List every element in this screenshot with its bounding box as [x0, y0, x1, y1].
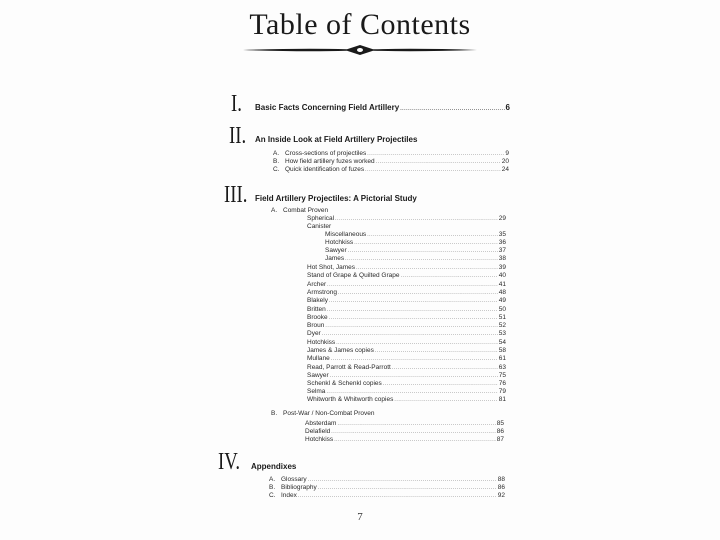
toc-entry: Sawyer ..... 75 — [307, 372, 506, 380]
section-numeral-3: III. — [224, 182, 248, 208]
leader-dots — [400, 106, 504, 114]
title-ornament — [243, 43, 477, 57]
group-label-combat-proven: A. Combat Proven — [271, 207, 329, 214]
toc-entry: C. Quick identification of fuzes ..... 24 — [273, 166, 509, 174]
toc-entry: Hotchkiss ..... 87 — [305, 436, 504, 444]
toc-entry: Hotchkiss ..... 36 — [325, 239, 506, 247]
toc-entry: A. Glossary ..... 88 — [269, 476, 505, 484]
toc-entry: C. Index ..... 92 — [269, 492, 505, 500]
toc-entry: Selma ..... 79 — [307, 388, 506, 396]
toc-entry: Dyer ..... 53 — [307, 330, 506, 338]
toc-entry: Armstrong ..... 48 — [307, 289, 506, 297]
toc-entry: Brooke ..... 51 — [307, 314, 506, 322]
toc-entry: Miscellaneous ..... 35 — [325, 231, 506, 239]
page-number: 7 — [357, 511, 363, 523]
toc-entry-page: 6 — [505, 103, 510, 112]
section-numeral-4: IV. — [218, 449, 241, 475]
toc-entry: James ..... 38 — [325, 255, 506, 263]
toc-entry: Blakely ..... 49 — [307, 297, 506, 305]
toc-entry: Mullane ..... 61 — [307, 355, 506, 363]
section-heading-4: Appendixes — [251, 462, 297, 471]
section-numeral-2: II. — [229, 123, 247, 149]
page-title: Table of Contents — [249, 8, 471, 41]
toc-entry: Absterdam ..... 85 — [305, 420, 504, 428]
toc-entry: Hotchkiss ..... 54 — [307, 339, 506, 347]
toc-entry: Archer ..... 41 — [307, 281, 506, 289]
toc-entry: Sawyer ..... 37 — [325, 247, 506, 255]
group-label-post-war: B. Post-War / Non-Combat Proven — [271, 410, 375, 417]
toc-entry: Britten ..... 50 — [307, 306, 506, 314]
toc-entry: B. Bibliography ..... 86 — [269, 484, 505, 492]
subgroup-label-canister: Canister — [307, 223, 332, 230]
toc-entry: A. Cross-sections of projectiles ..... 9 — [273, 150, 509, 158]
toc-entry: Whitworth & Whitworth copies ..... 81 — [307, 396, 506, 404]
toc-entry-section-1 — [255, 104, 510, 112]
toc-entry: Schenkl & Schenkl copies ..... 76 — [307, 380, 506, 388]
toc-entry: Hot Shot, James ..... 39 — [307, 264, 506, 272]
section-heading-2: An Inside Look at Field Artillery Projectiles — [255, 135, 418, 144]
toc-entry: Spherical ..... 29 — [307, 215, 506, 223]
toc-entry: B. How field artillery fuzes worked ..... 20 — [273, 158, 509, 166]
section-numeral-1: I. — [231, 91, 242, 117]
section-heading-3: Field Artillery Projectiles: A Pictorial Study — [255, 194, 417, 203]
toc-entry: Broun ..... 52 — [307, 322, 506, 330]
toc-entry: Stand of Grape & Quilted Grape ..... 40 — [307, 272, 506, 280]
toc-entry: James & James copies ..... 58 — [307, 347, 506, 355]
toc-entry: Delafield ..... 86 — [305, 428, 504, 436]
toc-entry: Read, Parrott & Read-Parrott ..... 63 — [307, 364, 506, 372]
toc-entry-title: Basic Facts Concerning Field Artillery — [255, 103, 400, 112]
